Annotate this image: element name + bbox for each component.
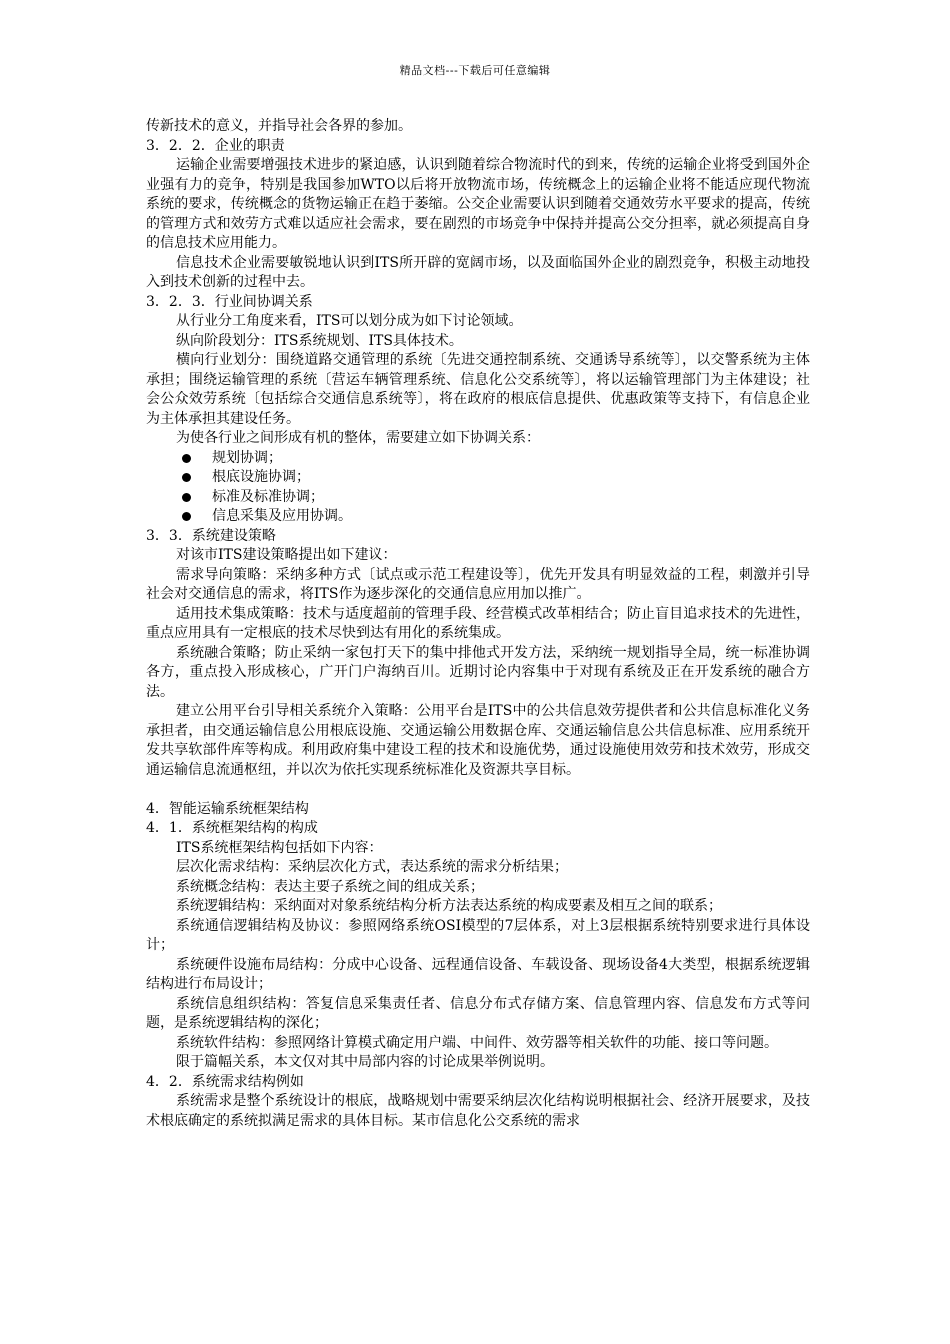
bullet-icon bbox=[182, 454, 191, 463]
paragraph: 对该市ITS建设策略提出如下建议： bbox=[176, 547, 397, 563]
section-heading-3-3: 3．3．系统建设策略 bbox=[146, 527, 276, 544]
paragraph: 纵向阶段划分：ITS系统规划、ITS具体技术。 bbox=[176, 332, 463, 349]
section-heading-3-2-2: 3．2．2．企业的职责 bbox=[146, 137, 285, 154]
paragraph: 系统软件结构：参照网络计算模式确定用户端、中间件、效劳器等相关软件的功能、接口等问题。 bbox=[176, 1034, 778, 1051]
page-header: 精品文档---下载后可任意编辑 bbox=[399, 64, 551, 77]
paragraph: 层次化需求结构：采纳层次化方式，表达系统的需求分析结果； bbox=[176, 859, 568, 875]
list-item-text: 规划协调； bbox=[212, 449, 282, 466]
paragraph: 运输企业需要增强技术进步的紧迫感，认识到随着综合物流时代的到来，传统的运输企业将受到国外企业强有力的竞争，特别是我国参加WTO以后将开放物流市场，传统概念上的运输企业将不能适应现代物流系统的要求，传统概念的货物运输正在趋于萎缩。公交企业需要认识到随着交通效劳水平要求的提高，传统的管理方式和效劳方式难以适应社会需求，要在剧烈的市场竞争中保持并提高公交分担率，就必须提高自身的信息技术应用能力。 bbox=[146, 157, 810, 251]
section-heading-4-2: 4．2．系统需求结构例如 bbox=[146, 1073, 304, 1090]
section-heading-4-1: 4．1．系统框架结构的构成 bbox=[146, 820, 318, 836]
bullet-icon bbox=[182, 512, 191, 521]
bullet-list bbox=[146, 449, 810, 527]
section-heading-4: 4．智能运输系统框架结构 bbox=[146, 800, 309, 817]
document-body bbox=[146, 117, 810, 1131]
list-item bbox=[146, 449, 810, 469]
list-item-text: 标准及标准协调； bbox=[212, 488, 324, 505]
paragraph: 横向行业划分：围绕道路交通管理的系统〔先进交通控制系统、交通诱导系统等〕，以交警系统为主体承担；围绕运输管理的系统〔营运车辆管理系统、信息化公交系统等〕，将以运输管理部门为主体建设；社会公众效劳系统〔包括综合交通信息系统等〕，将在政府的根底信息提供、优惠政策等支持下，有信息企业为主体承担其建设任务。 bbox=[146, 352, 810, 427]
list-item-text: 信息采集及应用协调。 bbox=[212, 508, 352, 524]
paragraph: 适用技术集成策略：技术与适度超前的管理手段、经营模式改革相结合；防止盲目追求技术的先进性，重点应用具有一定根底的技术尽快到达有用化的系统集成。 bbox=[146, 605, 810, 641]
paragraph: 为使各行业之间形成有机的整体，需要建立如下协调关系： bbox=[176, 430, 540, 446]
paragraph: 从行业分工角度来看，ITS可以划分成为如下讨论领域。 bbox=[176, 313, 523, 329]
paragraph: 限于篇幅关系，本文仅对其中局部内容的讨论成果举例说明。 bbox=[176, 1054, 554, 1070]
list-item bbox=[146, 507, 810, 527]
list-item bbox=[146, 488, 810, 508]
paragraph: 系统逻辑结构：采纳面对对象系统结构分析方法表达系统的构成要素及相互之间的联系； bbox=[176, 898, 722, 914]
paragraph: 建立公用平台引导相关系统介入策略：公用平台是ITS中的公共信息效劳提供者和公共信息标准化义务承担者，由交通运输信息公用根底设施、交通运输公用数据仓库、交通运输信息公共信息标准、应用系统开发共享软部件库等构成。利用政府集中建设工程的技术和设施优势，通过设施使用效劳和技术效劳，形成交通运输信息流通枢纽，并以次为依托实现系统标准化及资源共享目标。 bbox=[146, 703, 810, 778]
paragraph: 系统需求是整个系统设计的根底，战略规划中需要采纳层次化结构说明根据社会、经济开展要求，及技术根底确定的系统拟满足需求的具体目标。某市信息化公交系统的需求 bbox=[146, 1093, 810, 1129]
paragraph: 传新技术的意义，并指导社会各界的参加。 bbox=[146, 118, 412, 134]
list-item-text: 根底设施协调； bbox=[212, 469, 310, 485]
paragraph: 系统概念结构：表达主要子系统之间的组成关系； bbox=[176, 878, 484, 895]
bullet-icon bbox=[182, 473, 191, 482]
paragraph: ITS系统框架结构包括如下内容： bbox=[176, 839, 383, 856]
paragraph: 系统信息组织结构：答复信息采集责任者、信息分布式存储方案、信息管理内容、信息发布方式等问题，是系统逻辑结构的深化； bbox=[146, 995, 810, 1031]
spacer bbox=[146, 780, 810, 800]
section-heading-3-2-3: 3．2．3．行业间协调关系 bbox=[146, 293, 313, 310]
paragraph: 需求导向策略：采纳多种方式〔试点或示范工程建设等〕，优先开发具有明显效益的工程，刺激并引导社会对交通信息的需求，将ITS作为逐步深化的交通信息应用加以推广。 bbox=[146, 566, 810, 602]
paragraph: 系统通信逻辑结构及协议：参照网络系统OSI模型的7层体系，对上3层根据系统特别要求进行具体设计； bbox=[146, 917, 810, 953]
paragraph: 系统硬件设施布局结构：分成中心设备、远程通信设备、车载设备、现场设备4大类型，根据系统逻辑结构进行布局设计； bbox=[146, 956, 810, 992]
paragraph: 信息技术企业需要敏锐地认识到ITS所开辟的宽阔市场，以及面临国外企业的剧烈竞争，积极主动地投入到技术创新的过程中去。 bbox=[146, 254, 810, 290]
bullet-icon bbox=[182, 493, 191, 502]
list-item bbox=[146, 468, 810, 488]
paragraph: 系统融合策略；防止采纳一家包打天下的集中排他式开发方法，采纳统一规划指导全局，统一标准协调各方，重点投入形成核心，广开门户海纳百川。近期讨论内容集中于对现有系统及正在开发系统的融合方法。 bbox=[146, 644, 810, 700]
